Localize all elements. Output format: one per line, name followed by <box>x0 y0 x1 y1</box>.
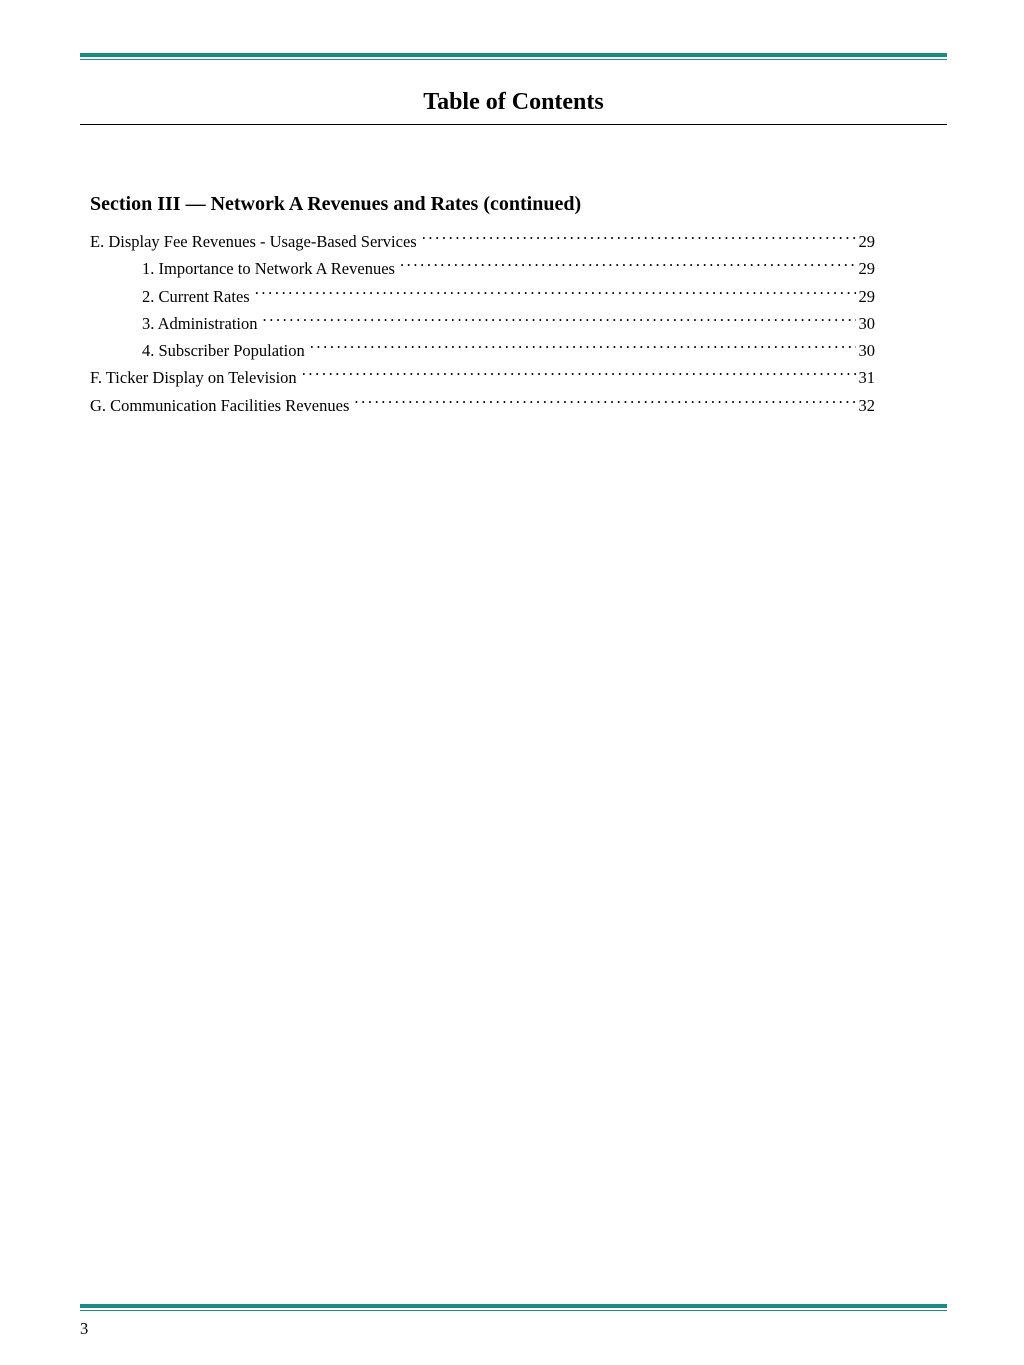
dot-leader <box>400 247 856 274</box>
title-underline <box>80 124 947 125</box>
dot-leader <box>302 356 856 383</box>
header-rule-thin <box>80 59 947 60</box>
toc-entry-label: 2. Current Rates <box>142 286 250 306</box>
toc-entry-page: 31 <box>858 368 875 388</box>
toc-entry-label: 1. Importance to Network A Revenues <box>142 259 395 279</box>
page-number: 3 <box>80 1319 89 1338</box>
footer-rule-thick <box>80 1304 947 1308</box>
toc-entry-e[interactable] <box>90 220 875 251</box>
toc-entry-page: 29 <box>858 232 875 251</box>
toc-entry-page: 29 <box>858 286 875 306</box>
footer-rule-thin <box>80 1310 947 1311</box>
toc-entry-page: 29 <box>858 259 875 279</box>
dot-leader <box>310 329 856 356</box>
dot-leader <box>263 302 856 329</box>
toc-entry-label: 4. Subscriber Population <box>142 341 305 361</box>
dot-leader <box>354 384 855 411</box>
section-heading: Section III — Network A Revenues and Rates (continued) <box>90 193 582 215</box>
page-title: Table of Contents <box>423 89 604 115</box>
dot-leader <box>422 220 856 247</box>
toc-entry-label: G. Communication Facilities Revenues <box>90 395 350 415</box>
toc-entry-label: F. Ticker Display on Television <box>90 368 297 388</box>
dot-leader <box>255 275 856 302</box>
toc-entry-page: 30 <box>858 341 875 361</box>
header-rule-thick <box>80 53 947 57</box>
toc-entry-page: 32 <box>858 395 875 415</box>
toc-entry-label: 3. Administration <box>142 313 258 333</box>
table-of-contents <box>90 220 875 415</box>
toc-entry-label: E. Display Fee Revenues - Usage-Based Services <box>90 232 417 251</box>
toc-entry-page: 30 <box>858 313 875 333</box>
